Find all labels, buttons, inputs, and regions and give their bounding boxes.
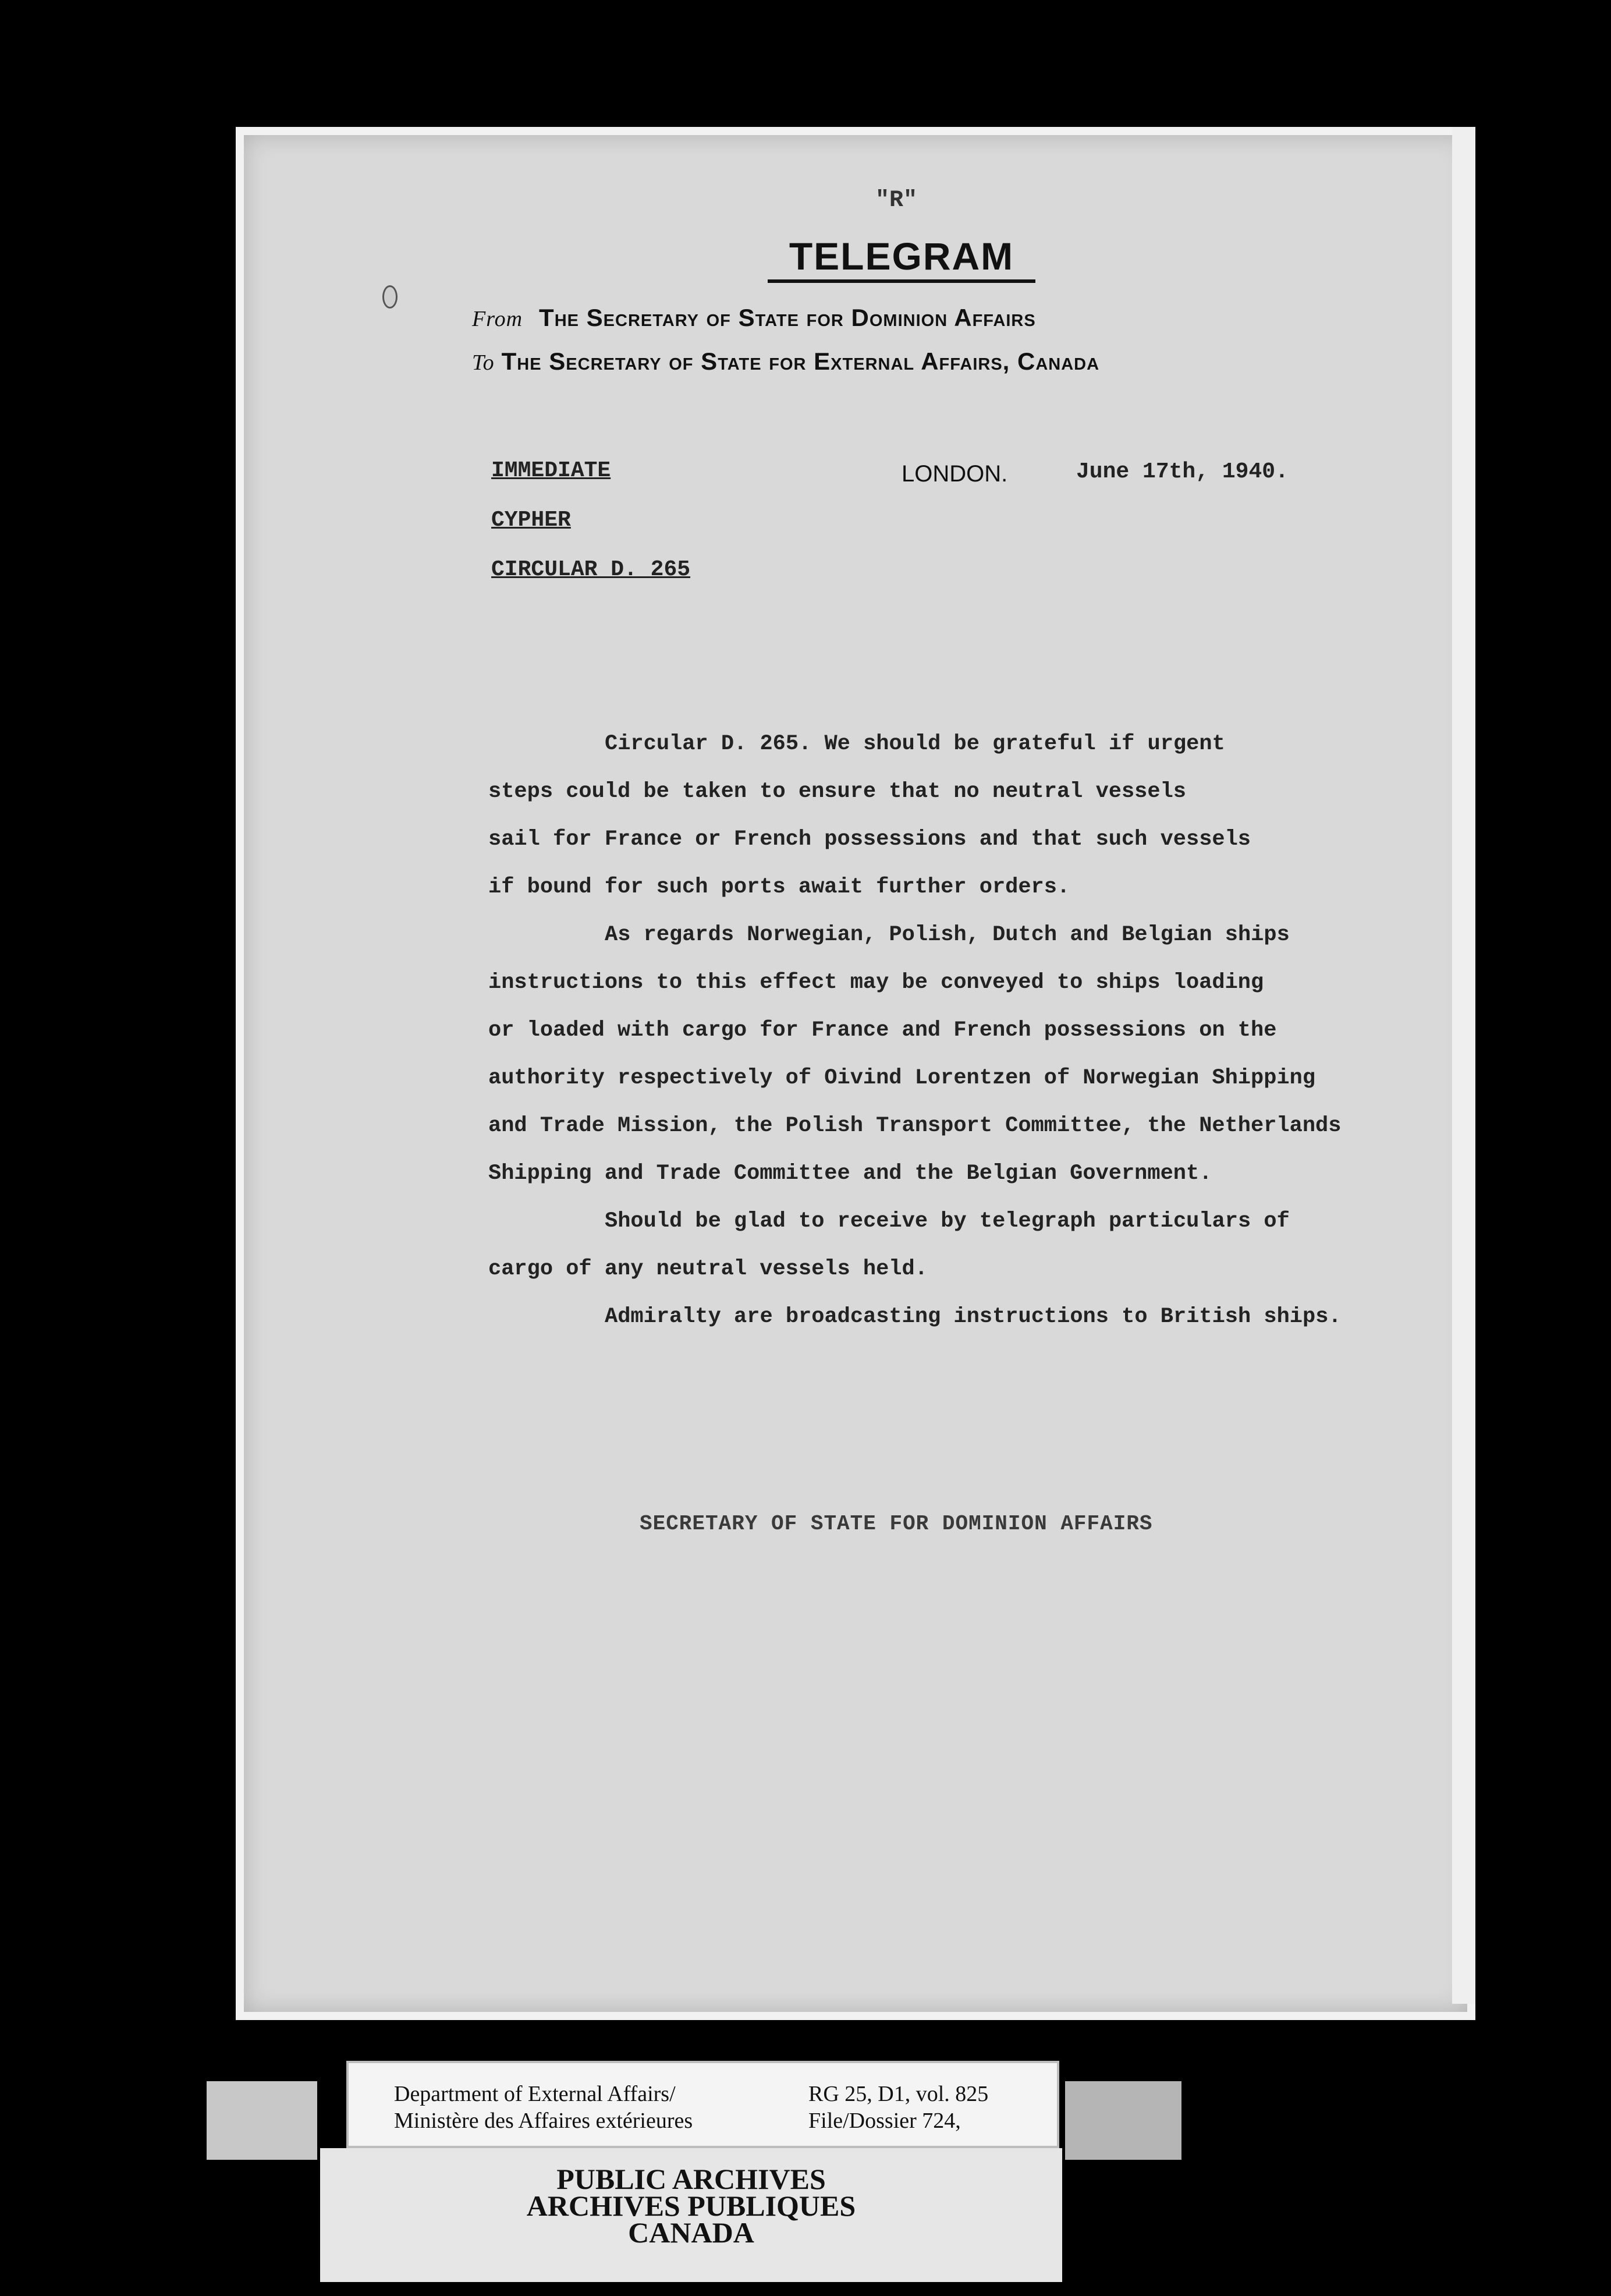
- archives-en: PUBLIC ARCHIVES: [556, 2163, 826, 2195]
- cypher: CYPHER: [491, 508, 571, 533]
- department-text: [394, 2081, 693, 2134]
- department-en: Department of External Affairs/: [394, 2082, 676, 2106]
- document-title: TELEGRAM: [768, 234, 1035, 283]
- paragraph: As regards Norwegian, Polish, Dutch and Belgian ships instructions to this effect may be conveyed to ships loading or loaded with cargo for France and French possessions on the authority respectively of Oivind Lorentzen of Norwegian Shipping and Trade Mission, the Polish Transport Committee, the Netherlands Shipping and Trade Committee and the Belgian Government.: [488, 923, 1342, 1186]
- punch-hole: [382, 285, 398, 309]
- archives-fr: ARCHIVES PUBLIQUES: [526, 2189, 856, 2222]
- to-line: [472, 348, 1099, 375]
- to-label: To: [472, 350, 495, 375]
- label-tab-right: [1065, 2081, 1181, 2160]
- to-text: The Secretary of State for External Affairs, Canada: [501, 348, 1100, 375]
- paragraph: Should be glad to receive by telegraph particulars of cargo of any neutral vessels held.: [488, 1209, 1290, 1281]
- file-number: File/Dossier 724,: [808, 2109, 961, 2133]
- telegram-sheet: [236, 127, 1475, 2020]
- paragraph: Admiralty are broadcasting instructions to British ships.: [605, 1305, 1342, 1329]
- from-text: The Secretary of State for Dominion Affairs: [539, 304, 1036, 331]
- from-label: From: [472, 307, 523, 331]
- date: June 17th, 1940.: [1076, 459, 1289, 484]
- label-tab-left: [207, 2081, 317, 2160]
- department-fr: Ministère des Affaires extérieures: [394, 2109, 693, 2133]
- message-body: [488, 720, 1449, 1341]
- routing-mark: "R": [875, 187, 918, 214]
- archive-reference-label: [346, 2061, 1059, 2148]
- archives-text: [320, 2163, 1062, 2249]
- archives-country: CANADA: [628, 2216, 754, 2249]
- reference-text: [808, 2081, 988, 2134]
- from-line: [472, 304, 1036, 332]
- paragraph: Circular D. 265. We should be grateful if urgent steps could be taken to ensure that no neutral vessels sail for France or French possessions and that such vessels if bound for such ports await further orders.: [488, 732, 1251, 899]
- place: LONDON.: [902, 461, 1008, 487]
- archives-stamp: [320, 2148, 1062, 2282]
- signature: SECRETARY OF STATE FOR DOMINION AFFAIRS: [640, 1512, 1153, 1536]
- circular-number: CIRCULAR D. 265: [491, 557, 691, 582]
- record-group: RG 25, D1, vol. 825: [808, 2082, 989, 2106]
- priority: IMMEDIATE: [491, 458, 611, 483]
